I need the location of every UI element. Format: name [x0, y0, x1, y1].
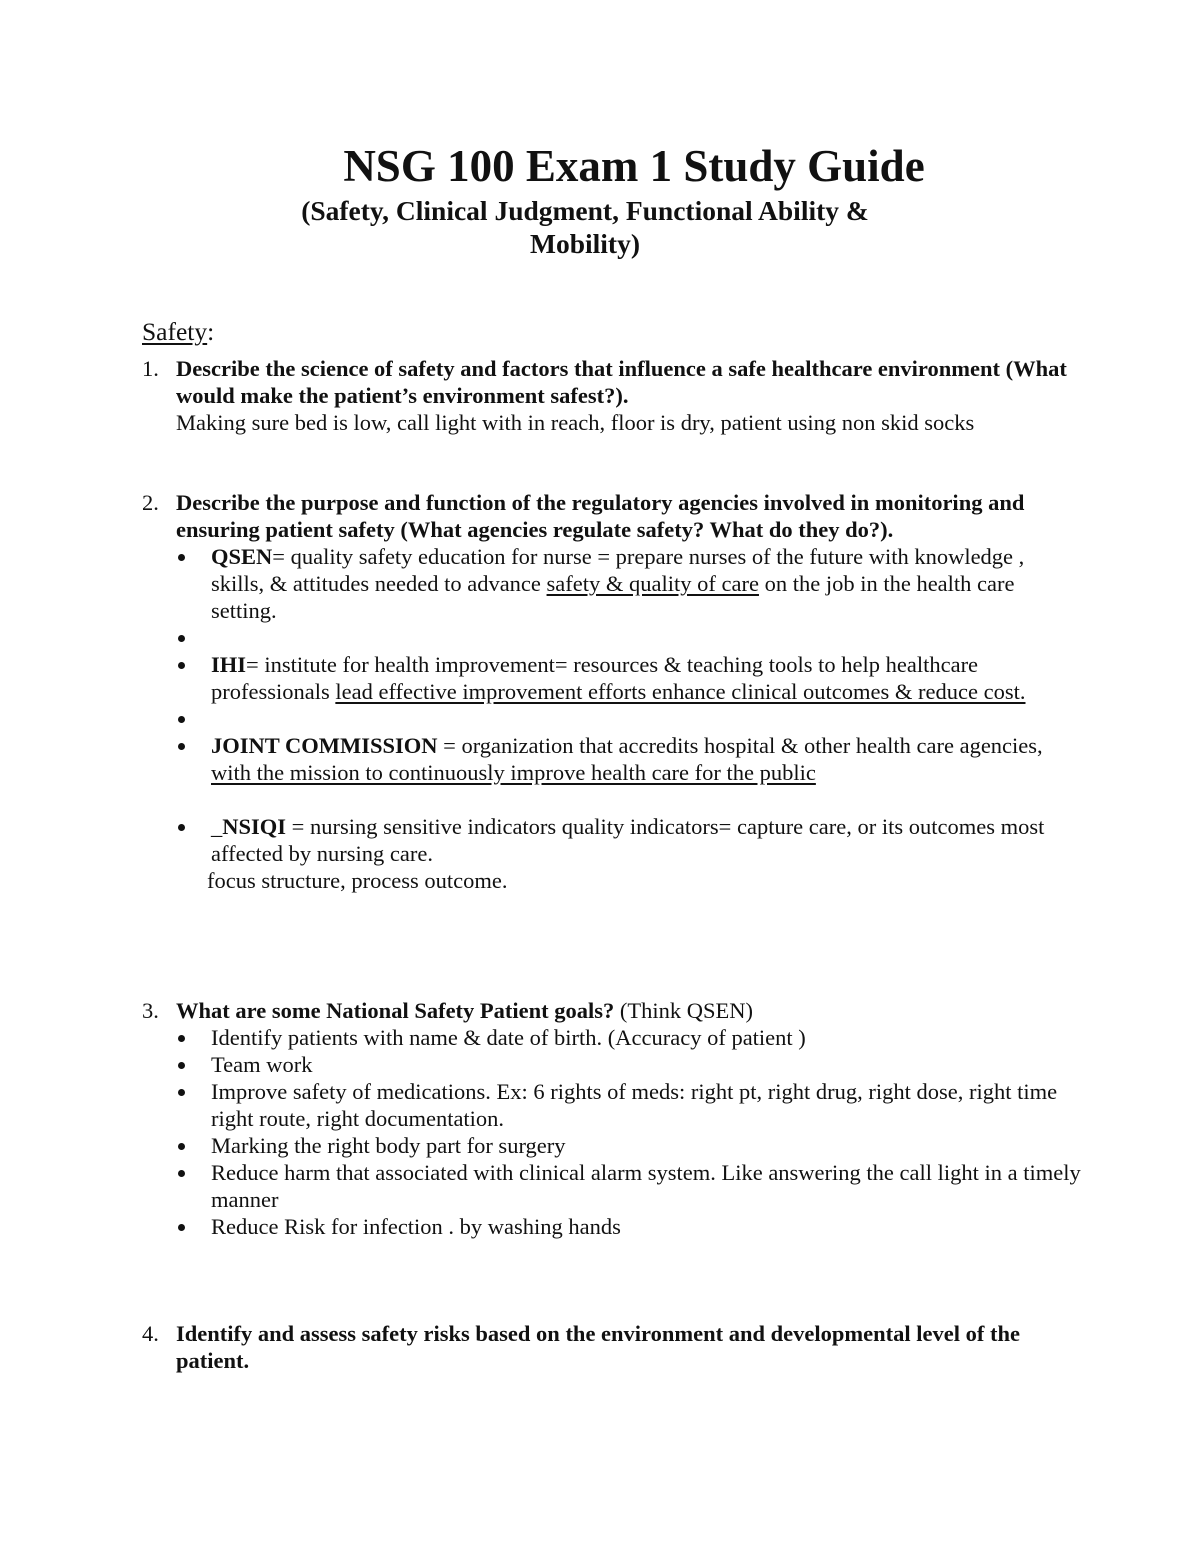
- agency-description: = institute for health improvement= resources & teaching tools to help healthcare professionals: [211, 652, 979, 704]
- bullet-icon: [178, 1089, 185, 1096]
- subtitle-line-2: Mobility): [530, 228, 640, 259]
- list-item: [176, 1132, 1082, 1159]
- agency-highlight: safety & quality of care: [546, 571, 759, 596]
- agency-highlight: with the mission to continuously improve health care for the public: [211, 760, 816, 785]
- agency-term: QSEN: [211, 544, 273, 569]
- bullet-icon: [178, 1062, 185, 1069]
- bullet-icon: [178, 662, 185, 669]
- agency-list: [176, 543, 1082, 867]
- list-spacer: [176, 786, 1082, 813]
- agency-description: = organization that accredits hospital & other health care agencies,: [437, 733, 1043, 758]
- goal-text: Team work: [211, 1052, 313, 1077]
- question-number: 2.: [142, 490, 159, 515]
- bullet-icon: [178, 1035, 185, 1042]
- question-text: Describe the purpose and function of the regulatory agencies involved in monitoring and ensuring patient safety (What agencies regulate safety? What do they do?).: [176, 490, 1025, 542]
- agency-highlight: lead effective improvement efforts enhance clinical outcomes & reduce cost.: [335, 679, 1026, 704]
- agency-prefix: _: [211, 814, 223, 839]
- list-item-empty: [176, 705, 1082, 732]
- list-item: [176, 1159, 1082, 1213]
- subtitle-line-1: (Safety, Clinical Judgment, Functional Ability &: [301, 195, 869, 226]
- question-text: Identify and assess safety risks based on the environment and developmental level of the patient.: [176, 1321, 1020, 1373]
- bullet-icon: [178, 743, 185, 750]
- list-item-empty: [176, 624, 1082, 651]
- agency-continuation: focus structure, process outcome.: [207, 868, 508, 893]
- bullet-icon: [178, 635, 185, 642]
- goal-text: Improve safety of medications. Ex: 6 rights of meds: right pt, right drug, right dose, right time right route, right documentation.: [211, 1079, 1058, 1131]
- list-item-joint-commission: [176, 732, 1082, 786]
- question-text: Describe the science of safety and factors that influence a safe healthcare environment (What would make the patient’s environment safest?).: [176, 356, 1067, 408]
- bullet-icon: [178, 716, 185, 723]
- question-note: (Think QSEN): [614, 998, 754, 1023]
- question-1: [142, 355, 1082, 436]
- question-2: [142, 489, 1082, 894]
- goal-text: Reduce harm that associated with clinical alarm system. Like answering the call light in a timely manner: [211, 1160, 1081, 1212]
- goal-text: Reduce Risk for infection . by washing hands: [211, 1214, 621, 1239]
- list-item: [176, 1051, 1082, 1078]
- agency-term: JOINT COMMISSION: [211, 733, 438, 758]
- agency-term: NSIQI: [222, 814, 287, 839]
- agency-description-tail: on the job in the health care setting.: [211, 571, 1015, 623]
- list-item-qsen: [176, 543, 1082, 624]
- bullet-icon: [178, 1143, 185, 1150]
- goal-text: Marking the right body part for surgery: [211, 1133, 566, 1158]
- list-item: [176, 1213, 1082, 1240]
- agency-description: = quality safety education for nurse = prepare nurses of the future with knowledge , skills, & attitudes needed to advance: [211, 544, 1025, 596]
- question-text: What are some National Safety Patient goals?: [176, 998, 615, 1023]
- question-4: [142, 1320, 1082, 1374]
- question-number: 1.: [142, 356, 159, 381]
- list-item: [176, 1078, 1082, 1132]
- question-number: 3.: [142, 998, 159, 1023]
- section-heading-safety: [142, 316, 214, 348]
- section-colon: :: [207, 317, 215, 346]
- list-item: [176, 1024, 1082, 1051]
- bullet-icon: [178, 1170, 185, 1177]
- question-3: [142, 997, 1082, 1240]
- goals-list: [176, 1024, 1082, 1240]
- section-label: Safety: [142, 317, 208, 346]
- page-title: NSG 100 Exam 1 Study Guide: [343, 141, 925, 191]
- answer-text: Making sure bed is low, call light with in reach, floor is dry, patient using non skid socks: [176, 410, 975, 435]
- bullet-icon: [178, 1224, 185, 1231]
- bullet-icon: [178, 554, 185, 561]
- agency-description: = nursing sensitive indicators quality indicators= capture care, or its outcomes most affected by nursing care.: [211, 814, 1045, 866]
- agency-term: IHI: [211, 652, 247, 677]
- page-subtitle: [0, 194, 1170, 260]
- list-item-ihi: [176, 651, 1082, 705]
- bullet-icon: [178, 824, 185, 831]
- question-number: 4.: [142, 1321, 159, 1346]
- list-item-nsiqi: [176, 813, 1082, 867]
- goal-text: Identify patients with name & date of birth. (Accuracy of patient ): [211, 1025, 806, 1050]
